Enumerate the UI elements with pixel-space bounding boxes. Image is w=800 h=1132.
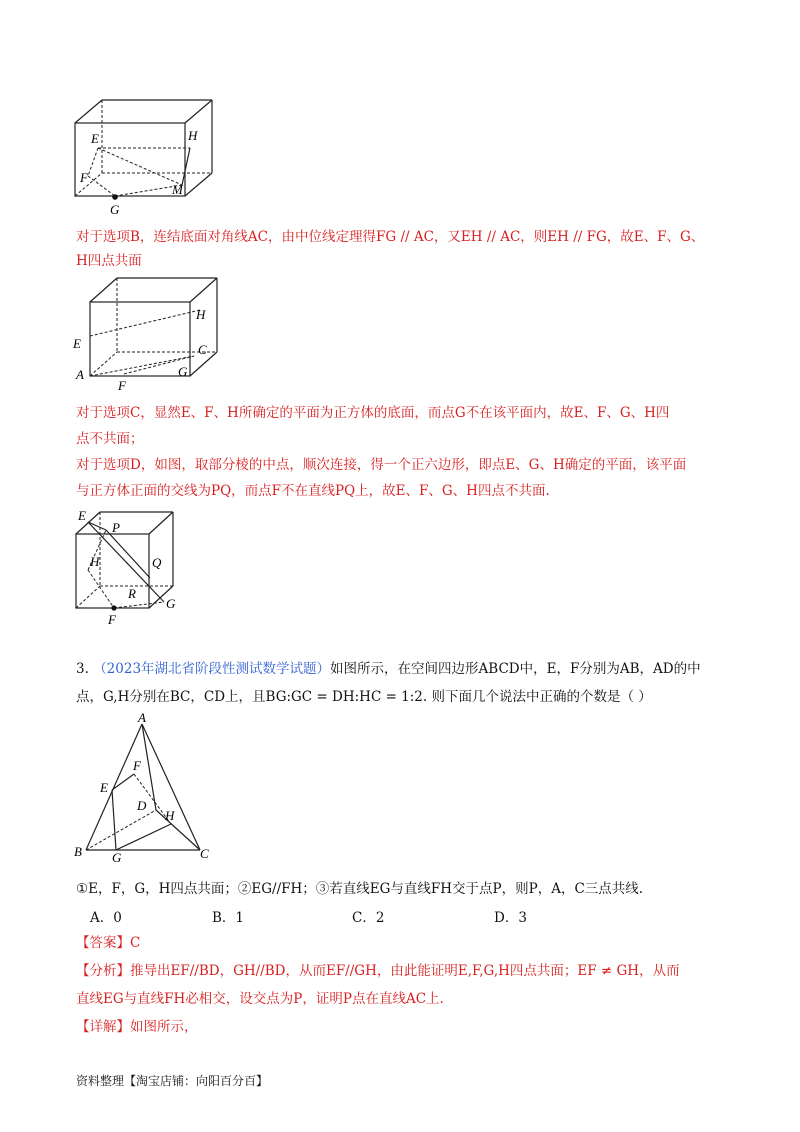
label-e: E — [78, 508, 86, 523]
answer-options — [90, 906, 710, 924]
label-f: F — [80, 170, 88, 185]
label-f: F — [133, 758, 141, 773]
label-e: E — [100, 780, 108, 795]
detail-tag: 【详解】 — [76, 1019, 130, 1035]
label-e: E — [73, 336, 81, 351]
figure-cube-1 — [70, 96, 220, 220]
option-d-line-2: 与正方体正面的交线为PQ，而点F不在直线PQ上，故E、F、G、H四点不共面. — [76, 483, 550, 499]
label-r: R — [128, 586, 136, 601]
question-number: 3. — [76, 661, 89, 677]
label-g: G — [166, 596, 176, 611]
answer-line — [76, 934, 140, 952]
label-c: C — [200, 846, 209, 861]
label-g: G — [178, 364, 188, 379]
option-b-line-1: 对于选项B，连结底面对角线AC，由中位线定理得FG // AC，又EH // AC，则EH // FG，故E、F、G、 — [76, 229, 705, 245]
label-f: F — [118, 378, 126, 393]
option-c-line-1: 对于选项C，显然E、F、H所确定的平面为正方体的底面，而点G不在该平面内，故E、F、G、H四 — [76, 405, 670, 421]
option-b-line-2: H四点共面 — [76, 253, 142, 269]
analysis-text-1: 推导出EF//BD，GH//BD，从而EF//GH，由此能证明E,F,G,H四点共面；EF ≠ GH，从而 — [130, 963, 680, 979]
question-text: 如图所示，在空间四边形ABCD中，E，F分别为AB，AD的中 — [330, 661, 701, 677]
label-a: A — [76, 367, 84, 382]
label-a: A — [138, 712, 146, 725]
analysis-line-2: 直线EG与直线FH必相交，设交点为P，证明P点在直线AC上. — [76, 991, 444, 1007]
detail-line — [76, 1018, 198, 1036]
option-c[interactable]: C．2 — [352, 910, 385, 926]
point-g-dot — [112, 194, 118, 200]
label-m: M — [172, 182, 183, 197]
figure-cube-3 — [70, 504, 190, 628]
label-h: H — [90, 554, 100, 569]
analysis-line-1 — [76, 962, 680, 980]
label-c: C — [198, 342, 207, 357]
answer-value: C — [130, 935, 141, 951]
label-h: H — [165, 808, 175, 823]
label-f: F — [108, 612, 116, 627]
option-d-line-1: 对于选项D，如图，取部分棱的中点，顺次连接，得一个正六边形，即点E、G、H确定的平面，该平面 — [76, 457, 687, 473]
label-q: Q — [152, 555, 162, 570]
statements: ①E，F，G，H四点共面；②EG//FH；③若直线EG与直线FH交于点P，则P，A，C三点共线. — [76, 881, 644, 897]
footer-credit: 资料整理【淘宝店铺：向阳百分百】 — [76, 1074, 269, 1088]
option-c-line-2: 点不共面； — [76, 431, 144, 447]
label-g: G — [110, 202, 120, 217]
option-a[interactable]: A．0 — [90, 910, 122, 926]
option-d[interactable]: D．3 — [494, 910, 527, 926]
point-f-dot — [111, 605, 116, 610]
detail-text: 如图所示， — [130, 1019, 198, 1035]
label-h: H — [188, 128, 198, 143]
question-3-line-1 — [76, 660, 701, 678]
answer-tag: 【答案】 — [76, 935, 130, 951]
label-p: P — [112, 520, 120, 535]
label-h: H — [196, 307, 206, 322]
label-g: G — [112, 850, 122, 862]
question-3-line-2: 点，G,H分别在BC，CD上，且BG:GC = DH:HC = 1:2. 则下面几个说法中正确的个数是（ ） — [76, 689, 652, 705]
figure-cube-2 — [70, 274, 220, 394]
label-d: D — [137, 798, 147, 813]
label-b: B — [74, 844, 82, 859]
figure-tetrahedron — [70, 712, 220, 862]
question-source: （2023年湖北省阶段性测试数学试题） — [93, 661, 331, 677]
option-b[interactable]: B．1 — [212, 910, 245, 926]
label-e: E — [91, 131, 99, 146]
analysis-tag: 【分析】 — [76, 963, 130, 979]
